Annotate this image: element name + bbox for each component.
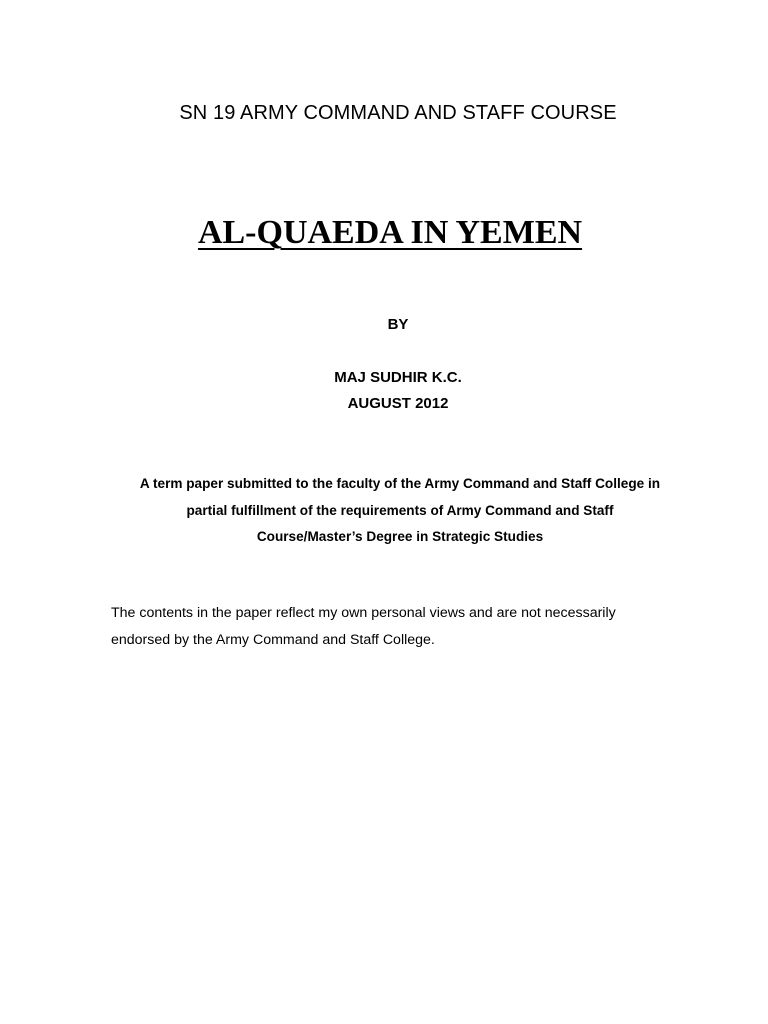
author-name: MAJ SUDHIR K.C. [334, 369, 462, 386]
disclaimer-line: endorsed by the Army Command and Staff College. [111, 632, 435, 648]
paper-title: AL-QUAEDA IN YEMEN [197, 214, 583, 251]
disclaimer-line: The contents in the paper reflect my own personal views and are not necessarily [111, 605, 616, 621]
by-label: BY [387, 316, 409, 333]
disclaimer-paragraph [111, 600, 711, 654]
submission-line: A term paper submitted to the faculty of the Army Command and Staff College in [139, 476, 661, 491]
submission-line: Course/Master’s Degree in Strategic Studies [256, 529, 544, 544]
paper-date: AUGUST 2012 [347, 395, 449, 412]
submission-line: partial fulfillment of the requirements of Army Command and Staff [186, 502, 614, 518]
course-heading: SN 19 ARMY COMMAND AND STAFF COURSE [179, 102, 617, 124]
submission-statement [16, 471, 768, 551]
